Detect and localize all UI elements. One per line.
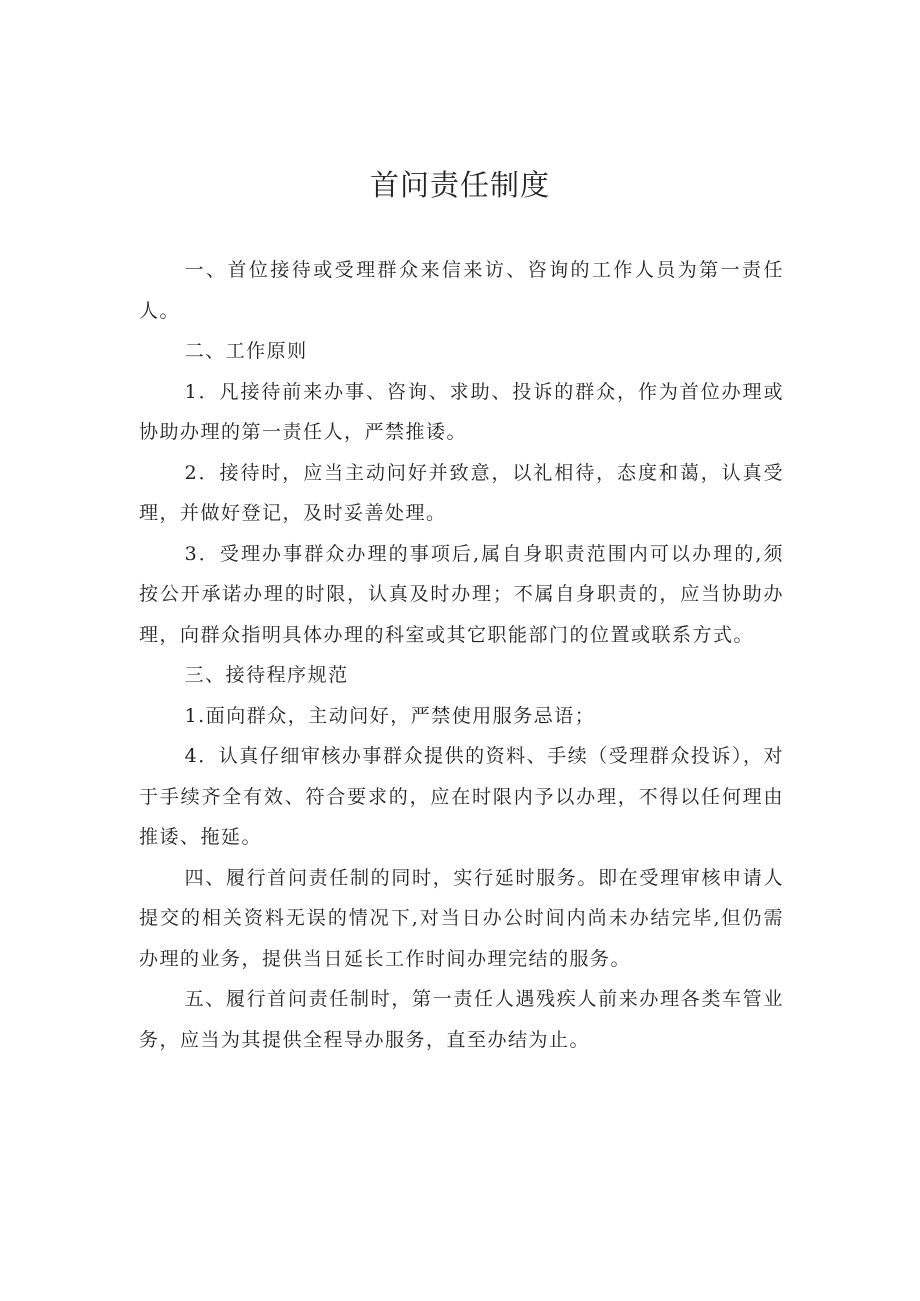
document-title: 首问责任制度 [369,168,550,202]
paragraph-principle-2: 2．接待时，应当主动问好并致意，以礼相待，态度和蔼，认真受理，并做好登记，及时妥善处理。 [139,461,784,524]
paragraph-principle-3: 3．受理办事群众办理的事项后,属自身职责范围内可以办理的,须按公开承诺办理的时限，认真及时办理；不属自身职责的，应当协助办理，向群众指明具体办理的科室或其它职能部门的位置或联系方式。 [139,542,784,646]
paragraph-procedure-4: 4．认真仔细审核办事群众提供的资料、手续（受理群众投诉），对于手续齐全有效、符合要求的，应在时限内予以办理，不得以任何理由推诿、拖延。 [139,745,784,848]
paragraph-principle-1: 1．凡接待前来办事、咨询、求助、投诉的群众，作为首位办理或协助办理的第一责任人，严禁推诿。 [139,380,784,443]
paragraph-extended-service: 四、履行首问责任制的同时，实行延时服务。即在受理审核申请人提交的相关资料无误的情况下,对当日办公时间内尚未办结完毕,但仍需办理的业务，提供当日延长工作时间办理完结的服务。 [139,866,784,970]
paragraph-first-responsible-person: 一、首位接待或受理群众来信来访、咨询的工作人员为第一责任人。 [139,259,784,322]
document-body [139,250,784,1060]
paragraph-procedure-1: 1.面向群众，主动问好，严禁使用服务忌语； [184,704,596,727]
paragraph-disabled-assistance: 五、履行首问责任制时，第一责任人遇残疾人前来办理各类车管业务，应当为其提供全程导办服务，直至办结为止。 [139,988,784,1051]
heading-reception-procedure: 三、接待程序规范 [184,664,349,686]
heading-work-principles: 二、工作原则 [184,340,308,362]
